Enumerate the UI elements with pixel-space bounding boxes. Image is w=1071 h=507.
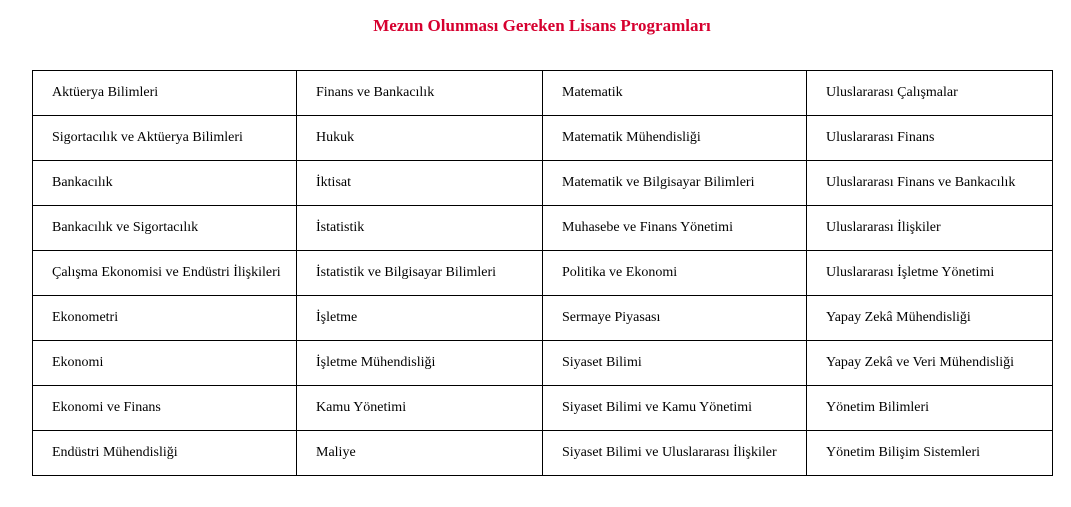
programs-table-body — [33, 71, 1053, 476]
table-row — [33, 161, 1053, 206]
table-cell: Sigortacılık ve Aktüerya Bilimleri — [33, 116, 297, 161]
table-row — [33, 116, 1053, 161]
table-cell: Uluslararası İlişkiler — [807, 206, 1053, 251]
table-cell: Maliye — [297, 431, 543, 476]
table-cell: Muhasebe ve Finans Yönetimi — [543, 206, 807, 251]
table-cell: Kamu Yönetimi — [297, 386, 543, 431]
table-cell: Ekonometri — [33, 296, 297, 341]
table-cell: Yönetim Bilişim Sistemleri — [807, 431, 1053, 476]
table-cell: Uluslararası Finans ve Bankacılık — [807, 161, 1053, 206]
table-cell: Matematik — [543, 71, 807, 116]
table-cell: Siyaset Bilimi — [543, 341, 807, 386]
table-row — [33, 431, 1053, 476]
table-row — [33, 71, 1053, 116]
table-cell: Bankacılık ve Sigortacılık — [33, 206, 297, 251]
table-cell: Hukuk — [297, 116, 543, 161]
table-row — [33, 296, 1053, 341]
table-cell: Siyaset Bilimi ve Kamu Yönetimi — [543, 386, 807, 431]
table-cell: Yönetim Bilimleri — [807, 386, 1053, 431]
table-cell: Uluslararası Çalışmalar — [807, 71, 1053, 116]
table-cell: Ekonomi — [33, 341, 297, 386]
table-cell: Ekonomi ve Finans — [33, 386, 297, 431]
table-cell: Yapay Zekâ ve Veri Mühendisliği — [807, 341, 1053, 386]
table-cell: Sermaye Piyasası — [543, 296, 807, 341]
table-row — [33, 386, 1053, 431]
table-cell: Siyaset Bilimi ve Uluslararası İlişkiler — [543, 431, 807, 476]
table-cell: Yapay Zekâ Mühendisliği — [807, 296, 1053, 341]
table-cell: Çalışma Ekonomisi ve Endüstri İlişkileri — [33, 251, 297, 296]
table-cell: İktisat — [297, 161, 543, 206]
table-cell: Uluslararası Finans — [807, 116, 1053, 161]
table-cell: Matematik ve Bilgisayar Bilimleri — [543, 161, 807, 206]
table-cell: İşletme — [297, 296, 543, 341]
table-cell: Aktüerya Bilimleri — [33, 71, 297, 116]
table-row — [33, 251, 1053, 296]
table-cell: Endüstri Mühendisliği — [33, 431, 297, 476]
table-cell: İstatistik — [297, 206, 543, 251]
table-cell: Finans ve Bankacılık — [297, 71, 543, 116]
page-title: Mezun Olunması Gereken Lisans Programları — [373, 16, 711, 35]
table-cell: İşletme Mühendisliği — [297, 341, 543, 386]
table-cell: Matematik Mühendisliği — [543, 116, 807, 161]
table-cell: Politika ve Ekonomi — [543, 251, 807, 296]
table-cell: Bankacılık — [33, 161, 297, 206]
table-row — [33, 341, 1053, 386]
table-row — [33, 206, 1053, 251]
table-cell: Uluslararası İşletme Yönetimi — [807, 251, 1053, 296]
table-cell: İstatistik ve Bilgisayar Bilimleri — [297, 251, 543, 296]
programs-table — [32, 70, 1053, 476]
